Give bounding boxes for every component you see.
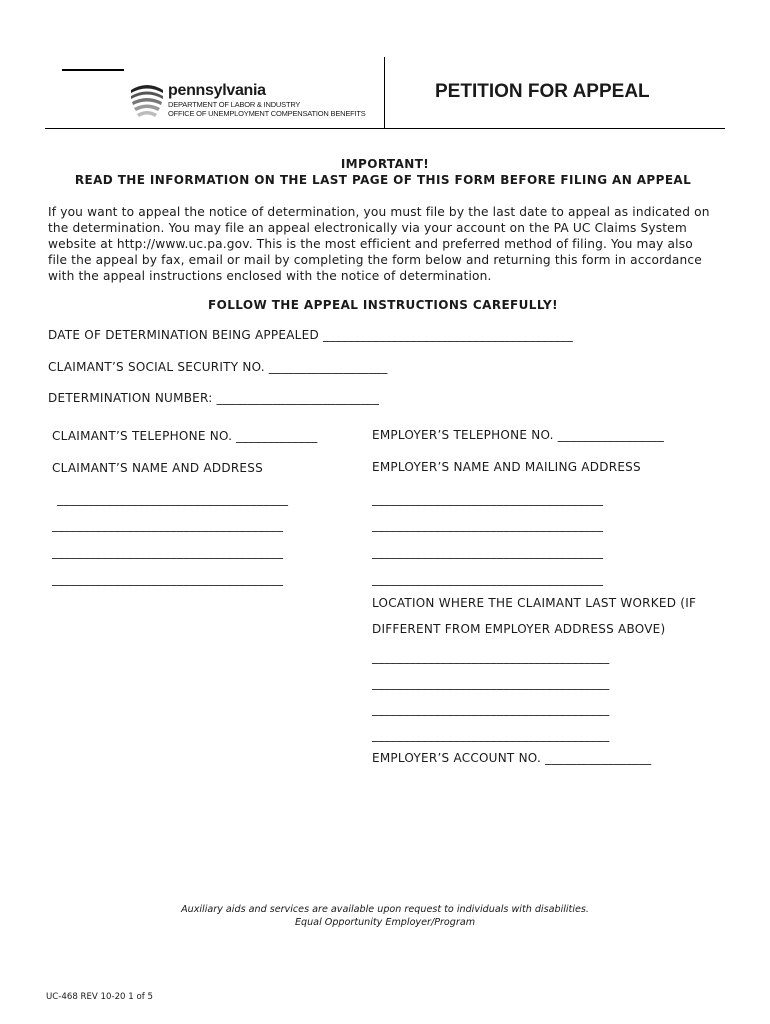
claimant-address-line[interactable]: _____________________________________: [52, 518, 284, 532]
intro-line: website at http://www.uc.pa.gov. This is the most efficient and preferred method of filing. You may also: [48, 237, 693, 251]
employer-account-field[interactable]: EMPLOYER’S ACCOUNT NO. _________________: [372, 751, 652, 765]
claimant-address-line[interactable]: _____________________________________: [52, 545, 284, 559]
instructions-heading: FOLLOW THE APPEAL INSTRUCTIONS CAREFULLY!: [208, 298, 558, 312]
employer-phone-field[interactable]: EMPLOYER’S TELEPHONE NO. _________________: [372, 428, 665, 442]
claimant-ssn-field[interactable]: CLAIMANT’S SOCIAL SECURITY NO. ___________________: [48, 360, 388, 374]
employer-address-line[interactable]: _____________________________________: [372, 545, 604, 559]
location-label-line2: DIFFERENT FROM EMPLOYER ADDRESS ABOVE): [372, 622, 666, 636]
keystone-logo-icon: [128, 80, 166, 120]
employer-address-line[interactable]: _____________________________________: [372, 518, 604, 532]
claimant-name-address-label: CLAIMANT’S NAME AND ADDRESS: [52, 461, 263, 475]
intro-line: with the appeal instructions enclosed with the notice of determination.: [48, 269, 492, 283]
header-bottom-rule: [45, 128, 725, 129]
employer-address-line[interactable]: _____________________________________: [372, 492, 604, 506]
header-top-accent: [62, 69, 124, 71]
logo-department: DEPARTMENT OF LABOR & INDUSTRY: [168, 100, 301, 109]
intro-line: the determination. You may file an appeal electronically via your account on the PA UC Claims System: [48, 221, 687, 235]
intro-paragraph: [48, 204, 728, 284]
logo-name: pennsylvania: [168, 82, 266, 99]
employer-name-address-label: EMPLOYER’S NAME AND MAILING ADDRESS: [372, 460, 641, 474]
equal-opportunity-note: Equal Opportunity Employer/Program: [294, 917, 476, 928]
important-notice: READ THE INFORMATION ON THE LAST PAGE OF THIS FORM BEFORE FILING AN APPEAL: [74, 173, 692, 187]
claimant-address-line[interactable]: _____________________________________: [52, 572, 284, 586]
form-title: PETITION FOR APPEAL: [435, 81, 650, 102]
header-vertical-divider: [384, 57, 385, 129]
location-line[interactable]: ______________________________________: [372, 728, 610, 742]
accessibility-note: Auxiliary aids and services are available upon request to individuals with disabilities.: [181, 904, 589, 915]
location-line[interactable]: ______________________________________: [372, 676, 610, 690]
location-line[interactable]: ______________________________________: [372, 702, 610, 716]
important-heading: IMPORTANT!: [340, 157, 430, 171]
claimant-phone-field[interactable]: CLAIMANT’S TELEPHONE NO. _____________: [52, 429, 318, 443]
intro-line: file the appeal by fax, email or mail by completing the form below and returning this form in accordance: [48, 253, 702, 267]
date-of-determination-field[interactable]: DATE OF DETERMINATION BEING APPEALED ________________________________________: [48, 328, 574, 342]
location-label-line1: LOCATION WHERE THE CLAIMANT LAST WORKED (IF: [372, 596, 697, 610]
employer-address-line[interactable]: _____________________________________: [372, 572, 604, 586]
determination-number-field[interactable]: DETERMINATION NUMBER: __________________________: [48, 391, 380, 405]
logo-office: OFFICE OF UNEMPLOYMENT COMPENSATION BENEFITS: [168, 109, 366, 118]
intro-line: If you want to appeal the notice of determination, you must file by the last date to appeal as indicated on: [48, 205, 710, 219]
claimant-address-line[interactable]: _____________________________________: [57, 492, 289, 506]
location-line[interactable]: ______________________________________: [372, 650, 610, 664]
form-code: UC-468 REV 10-20 1 of 5: [46, 992, 153, 1002]
